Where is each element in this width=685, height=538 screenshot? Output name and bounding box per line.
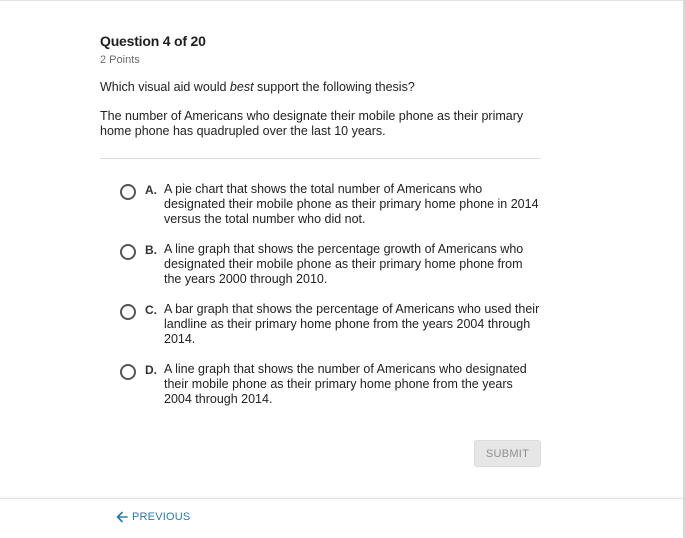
divider <box>100 158 541 159</box>
submit-button[interactable]: SUBMIT <box>474 440 541 467</box>
answer-option-c[interactable] <box>118 302 548 362</box>
prompt-emphasis: best <box>229 80 254 94</box>
question-title: Question 4 of 20 <box>100 33 206 49</box>
radio-button-d[interactable] <box>120 364 136 380</box>
arrow-left-icon <box>115 510 129 524</box>
radio-button-c[interactable] <box>120 304 136 320</box>
previous-label: PREVIOUS <box>132 511 191 523</box>
option-letter: A. <box>145 183 157 197</box>
option-letter: B. <box>145 243 157 257</box>
radio-button-a[interactable] <box>120 184 136 200</box>
question-prompt <box>100 80 542 95</box>
answer-options <box>118 182 548 422</box>
option-text: A bar graph that shows the percentage of Americans who used their landline as their primary home phone from the years 2004 through 2014. <box>164 302 540 346</box>
prompt-text-after: support the following thesis? <box>253 80 415 94</box>
question-thesis: The number of Americans who designate their mobile phone as their primary home phone has quadrupled over the last 10 years. <box>100 109 524 138</box>
answer-option-b[interactable] <box>118 242 548 302</box>
question-panel <box>100 33 542 159</box>
previous-button[interactable] <box>115 510 190 524</box>
option-letter: C. <box>145 303 157 317</box>
radio-button-b[interactable] <box>120 244 136 260</box>
option-text: A line graph that shows the number of Americans who designated their mobile phone as their primary home phone from the years 2004 through 2014. <box>164 362 527 406</box>
option-text: A pie chart that shows the total number of Americans who designated their mobile phone as their primary home phone in 2014 versus the total number who did not. <box>164 182 539 226</box>
answer-option-d[interactable] <box>118 362 548 422</box>
option-letter: D. <box>145 363 157 377</box>
prompt-text-before: Which visual aid would <box>100 80 230 94</box>
footer-nav <box>0 498 683 538</box>
question-points: 2 Points <box>100 54 140 66</box>
option-text: A line graph that shows the percentage growth of Americans who designated their mobile phone as their primary home phone from the years 2000 through 2010. <box>164 242 524 286</box>
answer-option-a[interactable] <box>118 182 548 242</box>
